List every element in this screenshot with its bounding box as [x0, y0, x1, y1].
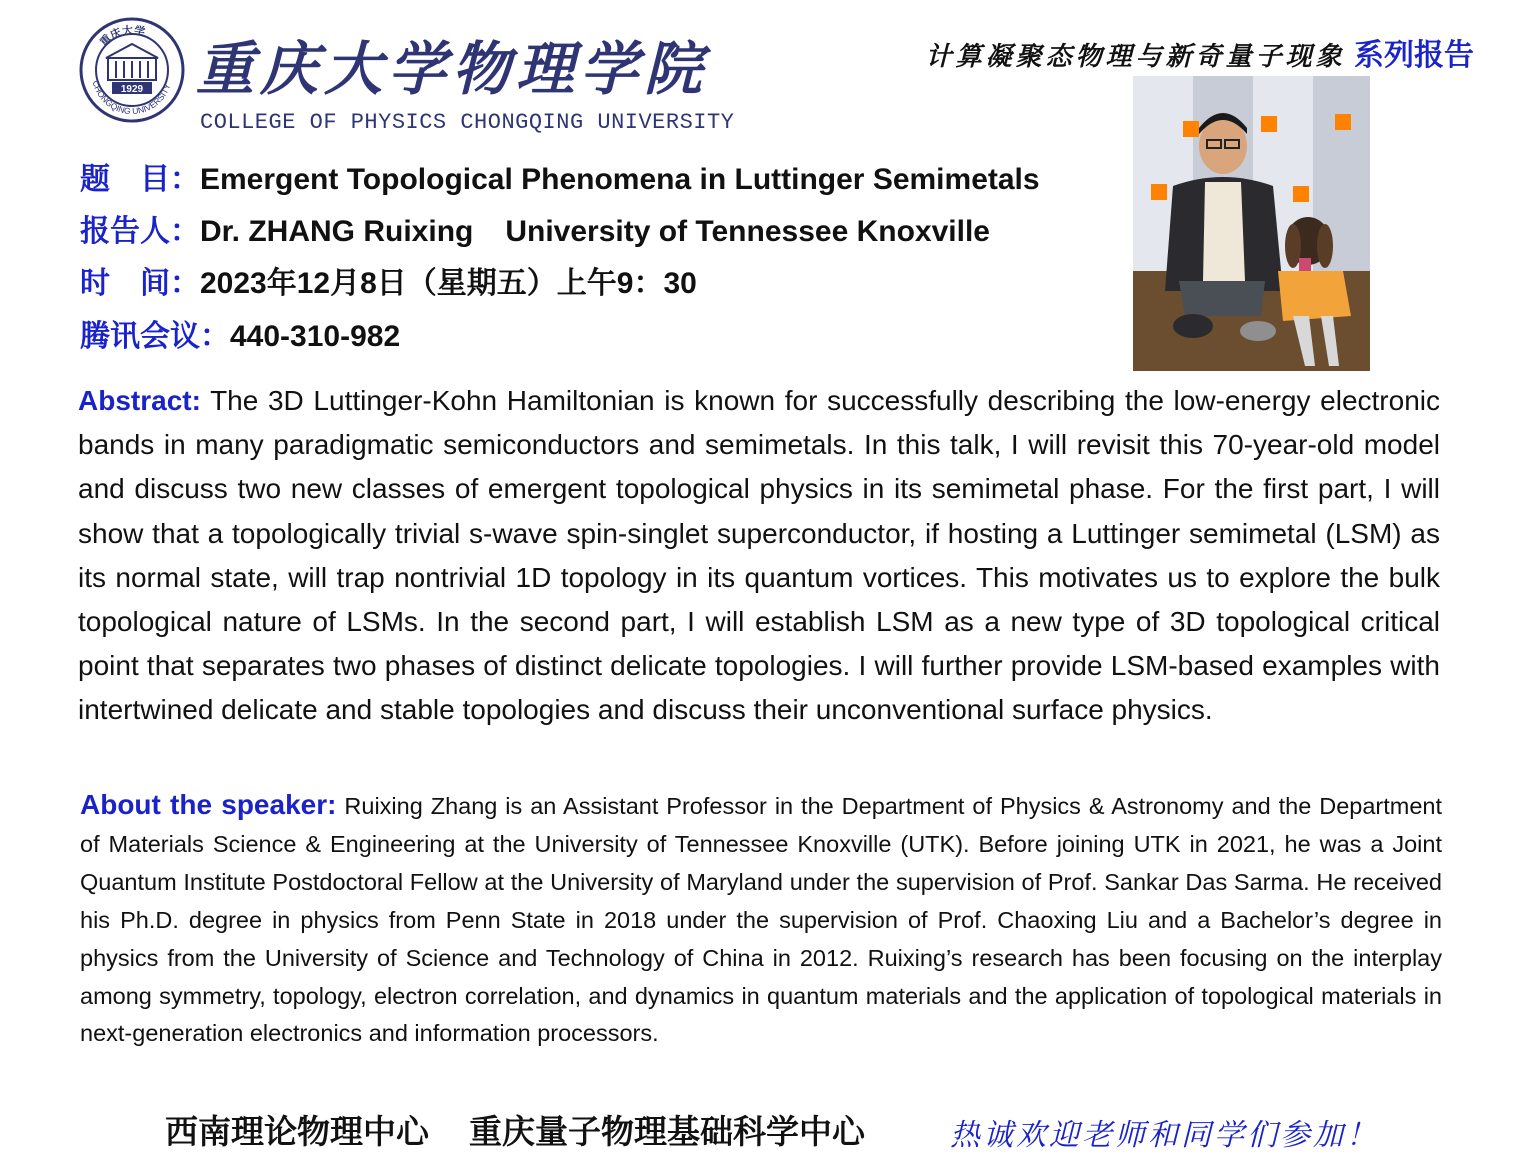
meeting-id: 440-310-982: [230, 320, 401, 353]
time-value: 2023年12月8日（星期五）上午9：30: [200, 267, 697, 300]
college-name-cn: 重庆大学物理学院: [196, 35, 709, 103]
series-title-tail: 系列报告: [1354, 39, 1474, 72]
college-name-en: COLLEGE OF PHYSICS CHONGQING UNIVERSITY: [200, 110, 735, 135]
abstract-paragraph: [78, 379, 1440, 733]
meeting-label: 腾讯会议：: [80, 320, 230, 353]
abstract-label: Abstract:: [78, 385, 201, 416]
speaker-bio-text: Ruixing Zhang is an Assistant Professor in the Department of Physics & Astronomy and the Department of Materials Science & Engineering at the University of Tennessee Knoxville (UTK). Before joining UTK in 2021, he was a Joint Quantum Institute Postdoctoral Fellow at the University of Maryland under the supervision of Prof. Sankar Das Sarma. He received his Ph.D. degree in physics from Penn State in 2018 under the supervision of Prof. Chaoxing Liu and a Bachelor’s degree in physics from the University of Science and Technology of China in 2012. Ruixing’s research has been focusing on the interplay among symmetry, topology, electron correlation, and dynamics in quantum materials and the application of topological materials in next-generation electronics and information processors.: [80, 793, 1443, 1047]
organizer-1: 西南理论物理中心: [165, 1113, 429, 1150]
speaker-bio-paragraph: [80, 786, 1442, 1053]
speaker-photo: [1133, 76, 1370, 371]
time-row: [80, 258, 697, 302]
talk-title-row: [80, 154, 1040, 198]
meeting-row: [80, 311, 400, 355]
seal-year: 1929: [120, 84, 144, 95]
series-title-lead: 计算凝聚态物理与新奇量子现象: [925, 42, 1346, 72]
seal-text-bottom: CHONGQING UNIVERSITY: [90, 79, 173, 117]
speaker-name: Dr. ZHANG Ruixing: [200, 215, 474, 248]
seal-text-top: 重庆大学: [97, 23, 147, 49]
series-title: [926, 30, 1474, 74]
speaker-row: [80, 206, 990, 250]
welcome-message: 热诚欢迎老师和同学们参加！: [950, 1118, 1379, 1153]
speaker-bio-label: About the speaker:: [80, 789, 337, 820]
organizers: [165, 1106, 865, 1153]
university-seal-logo: [78, 16, 186, 124]
speaker-affiliation: University of Tennessee Knoxville: [505, 215, 990, 248]
abstract-text: The 3D Luttinger-Kohn Hamiltonian is known for successfully describing the low-energy electronic bands in many paradigmatic semiconductors and semimetals. In this talk, I will revisit this 70-year-old model and discuss two new classes of emergent topological physics in its semimetal phase. For the first part, I will show that a topologically trivial s-wave spin-singlet superconductor, if hosting a Luttinger semimetal (LSM) as its normal state, will trap nontrivial 1D topology in its quantum vortices. This motivates us to explore the bulk topological nature of LSMs. In the second part, I will establish LSM as a new type of 3D topological critical point that separates two phases of distinct delicate topologies. I will further provide LSM-based examples with intertwined delicate and stable topologies and discuss their unconventional surface physics.: [78, 385, 1440, 726]
talk-title-label: 题 目：: [80, 163, 200, 196]
speaker-label: 报告人：: [80, 215, 200, 248]
organizer-2: 重庆量子物理基础科学中心: [469, 1113, 865, 1150]
time-label: 时 间：: [80, 267, 200, 300]
talk-title: Emergent Topological Phenomena in Luttinger Semimetals: [200, 163, 1040, 196]
